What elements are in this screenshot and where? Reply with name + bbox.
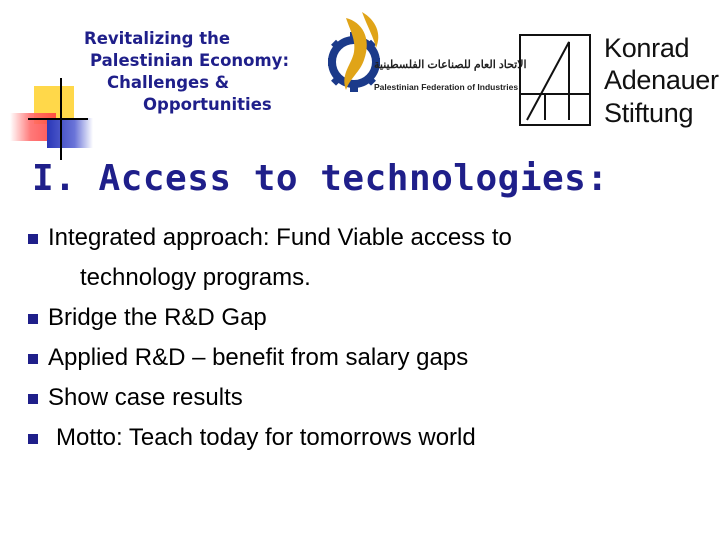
bullet-text: Integrated approach: Fund Viable access to <box>48 224 512 251</box>
bullet-text: Applied R&D – benefit from salary gaps <box>48 344 469 371</box>
kas-name-line: Adenauer <box>604 65 719 95</box>
kas-name-line: Stiftung <box>604 98 694 128</box>
decor-horizontal-line <box>28 118 88 120</box>
presentation-title-line: Opportunities <box>143 95 272 114</box>
square-bullet-icon <box>28 434 38 444</box>
square-bullet-icon <box>28 234 38 244</box>
kas-triangle-logo-icon <box>519 34 591 126</box>
presentation-title-line: Challenges & <box>107 73 230 92</box>
bullet-text: Motto: Teach today for tomorrows world <box>56 424 476 451</box>
square-bullet-icon <box>28 314 38 324</box>
square-bullet-icon <box>28 354 38 364</box>
decor-blue-square <box>47 118 93 148</box>
bullet-text: Show case results <box>48 384 243 411</box>
bullet-continuation: technology programs. <box>80 264 311 291</box>
slide-title: I. Access to technologies: <box>32 158 609 199</box>
presentation-title <box>84 28 324 116</box>
pfi-arabic-name: الاتحاد العام للصناعات الفلسطينية <box>374 59 527 71</box>
presentation-title-line: Revitalizing the <box>84 29 231 48</box>
presentation-title-line: Palestinian Economy: <box>90 51 290 70</box>
bullet-text: Bridge the R&D Gap <box>48 304 267 331</box>
pfi-english-name: Palestinian Federation of Industries <box>374 82 519 92</box>
square-bullet-icon <box>28 394 38 404</box>
kas-name-line: Konrad <box>604 33 690 63</box>
